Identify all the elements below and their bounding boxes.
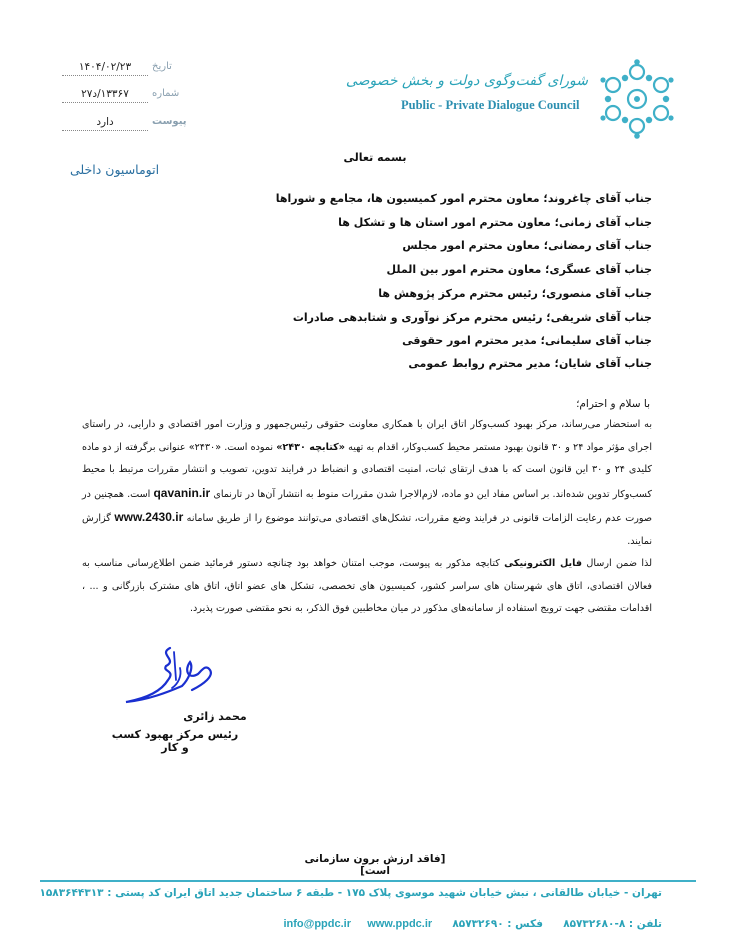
signature xyxy=(118,640,228,712)
footer-fax: فکس : ۸۵۷۳۲۶۹۰ xyxy=(452,918,543,930)
recipient-line: جناب آقای عسگری؛ معاون محترم امور بین الملل xyxy=(386,263,652,276)
footer-contacts xyxy=(158,912,662,932)
site-2430-link[interactable]: www.2430.ir xyxy=(114,510,184,524)
para1-text: گزارش نمایند. xyxy=(82,513,652,547)
recipient-line: جناب آقای منصوری؛ رئیس محترم مرکز پژوهش ها xyxy=(378,287,652,300)
para2-text: کتابچه مذکور به پیوست، موجب امتنان خواهد بود چنانچه دستور فرمائید ضمن اطلاع‌رسانی مناسب به فعالان اقتصادی، اتاق های شهرستان های سراسر کشور، کمیسیون های تخصصی، تشکل های عضو اتاق، اتاق های مشترک بازرگانی و ... ، اقدامات مقتضی جهت ترویج استفاده از سامانه‌های مذکور در میان مخاطبین فوق الذکر، به نحو مقتضی صورت پذیرد. xyxy=(82,558,652,614)
recipient-line: جناب آقای رمضانی؛ معاون محترم امور مجلس xyxy=(402,239,652,252)
greeting: با سلام و احترام؛ xyxy=(576,398,650,410)
footer-email[interactable]: info@ppdc.ir xyxy=(283,918,351,930)
signer-title: رئیس مرکز بهبود کسب و کار xyxy=(111,728,239,754)
no-external-value-note: [فاقد ارزش برون سازمانی است] xyxy=(304,853,446,877)
signature-scribble-icon xyxy=(118,640,228,712)
attachment-row xyxy=(62,116,187,134)
number-dotted-line xyxy=(62,102,148,103)
logo-title-fa: شورای گفت‌وگوی دولت و بخش خصوصی xyxy=(345,73,588,89)
para2-text: لذا ضمن ارسال xyxy=(582,558,652,569)
footer-website[interactable]: www.ppdc.ir xyxy=(367,918,433,930)
number-value: ۱۳۳۶۷/د۲۷ xyxy=(81,88,129,100)
attachment-label: پیوست xyxy=(152,116,187,127)
footer-address: تهران - خیابان طالقانی ، نبش خیابان شهید موسوی پلاک ۱۷۵ - طبقه ۶ ساختمان جدید اتاق ایران کد پستی : ۱۵۸۳۶۴۴۳۱۳ xyxy=(39,887,662,899)
logo-title-en: Public - Private Dialogue Council xyxy=(401,98,580,112)
date-dotted-line xyxy=(62,75,148,76)
electronic-file-bold: فایل الکترونیکی xyxy=(504,558,583,569)
attachment-value: دارد xyxy=(96,116,114,128)
basmala: بسمه تعالی xyxy=(343,151,407,164)
qavanin-link[interactable]: qavanin.ir xyxy=(153,485,211,500)
body-paragraph-2 xyxy=(82,553,652,621)
date-value: ۱۴۰۴/۰۲/۲۳ xyxy=(78,61,132,73)
recipient-line: جناب آقای شریفی؛ رئیس محترم مرکز نوآوری و شتابدهی صادرات xyxy=(292,311,652,324)
recipient-line: جناب آقای سلیمانی؛ مدیر محترم امور حقوقی xyxy=(402,334,652,347)
attachment-dotted-line xyxy=(62,130,148,131)
footer-divider xyxy=(40,880,696,882)
recipient-line: جناب آقای شایان؛ مدیر محترم روابط عمومی xyxy=(408,357,652,370)
number-row xyxy=(62,88,182,106)
booklet-title: «کتابچه ۲۴۳۰» xyxy=(276,441,345,453)
para1-text: نموده است. «۲۴۳۰» عنوانی برگرفته از دو ماده کلیدی ۲۴ و ۳۰ این قانون است که با هدف ارتقای ثبات، امنیت اقتصادی و انضباط در فرایند تدوین، تصویب و انتشار مقررات مرتبط با محیط کسب‌وکار تدوین شده‌اند. بر اساس مفاد این دو ماده، لازم‌الاجرا شدن مقررات منوط به انتشار آن‌ها در تارنمای xyxy=(82,441,652,500)
number-label: شماره xyxy=(152,88,180,99)
automation-note: اتوماسیون داخلی xyxy=(70,162,160,177)
body-paragraph-1 xyxy=(82,414,652,553)
recipient-line: جناب آقای زمانی؛ معاون محترم امور استان ها و تشکل ها xyxy=(338,216,652,229)
date-label: تاریخ xyxy=(152,61,172,72)
council-logo-icon xyxy=(598,58,676,140)
recipient-line: جناب آقای چاغروند؛ معاون محترم امور کمیسیون ها، مجامع و شوراها xyxy=(275,192,652,205)
para1-text: به استحضار می‌رساند، مرکز بهبود کسب‌وکار اتاق ایران با همکاری معاونت حقوقی رئیس‌جمهور و وزارت امور اقتصادی و دارایی، در راستای اجرای مؤثر مواد ۲۴ و ۳۰ قانون بهبود مستمر محیط کسب‌وکار، اقدام به تهیه xyxy=(82,419,652,453)
date-row xyxy=(62,61,182,79)
council-logo xyxy=(598,58,676,140)
signer-name: محمد زائری xyxy=(183,710,247,723)
footer-phone: تلفن : ۸-۸۵۷۳۲۶۸۰ xyxy=(563,918,662,930)
para1-text: است. همچنین در صورت عدم رعایت الزامات قانونی در فرایند وضع مقررات، تشکل‌های اقتصادی می‌توانند موضوع را از طریق سامانه xyxy=(82,488,652,524)
